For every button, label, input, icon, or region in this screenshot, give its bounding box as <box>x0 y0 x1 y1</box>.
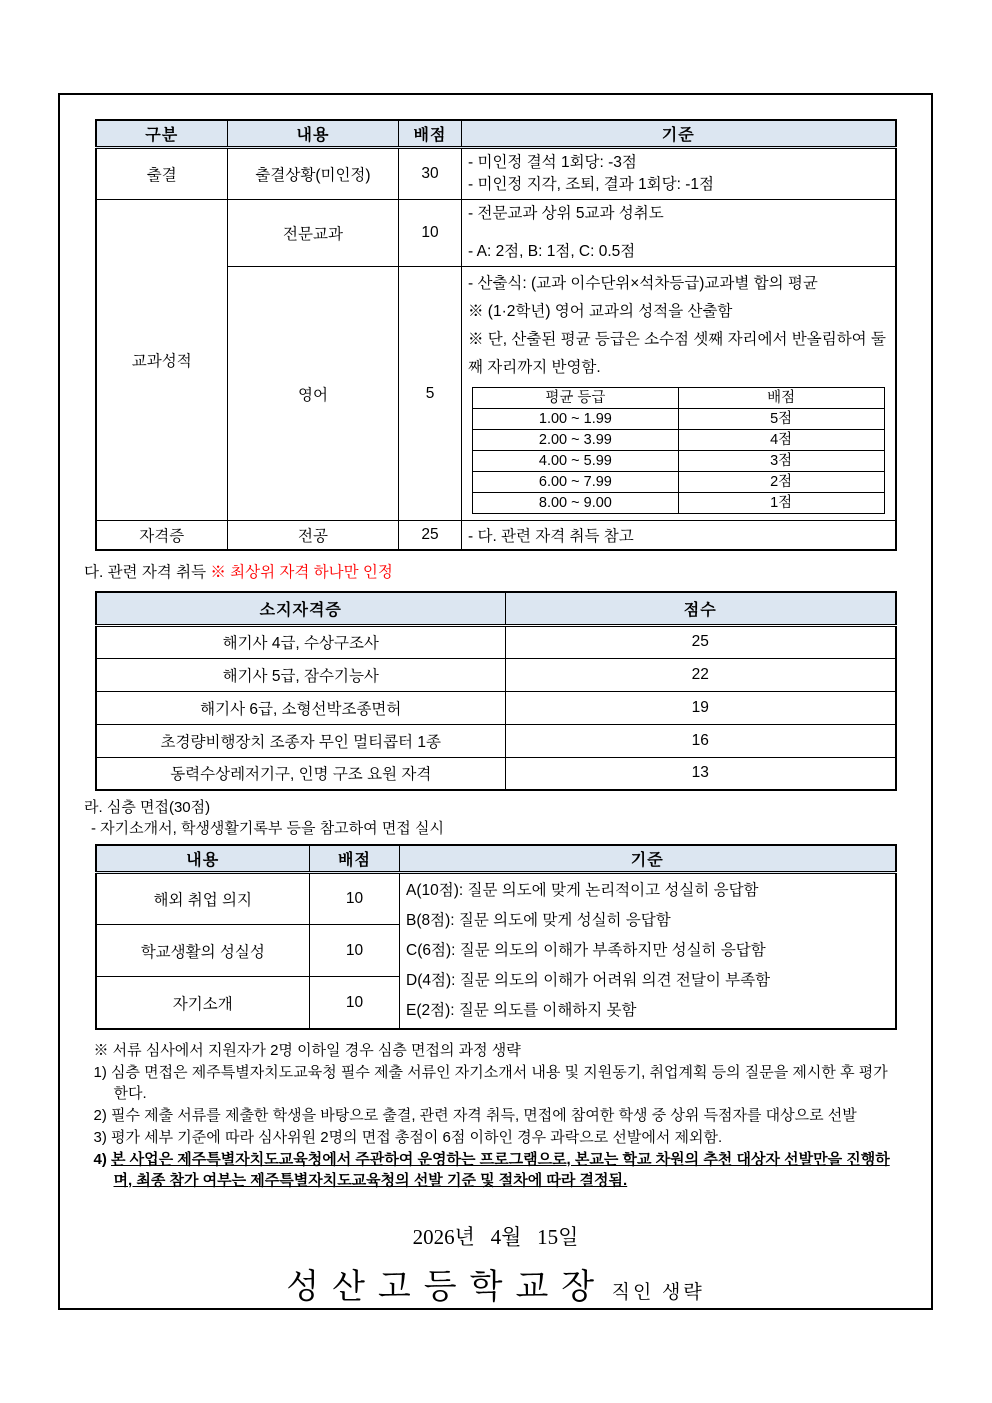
grade-table-header-grade: 평균 등급 <box>473 388 679 409</box>
grade-range: 8.00 ~ 9.00 <box>473 493 679 514</box>
table1-header-content: 내용 <box>228 120 399 148</box>
grading-criteria-line: D(4점): 질문 의도의 이해가 어려워 의견 전달이 부족함 <box>406 972 771 989</box>
certificate-content: 전공 <box>228 521 399 551</box>
table1-header-row <box>96 120 896 148</box>
certificate-score: 25 <box>506 625 896 658</box>
interview-item: 해외 취업 의지 <box>96 873 310 925</box>
note-text: 심층 면접은 제주특별자치도교육청 필수 제출 서류인 자기소개서 내용 및 지원동기, 취업계획 등의 질문을 제시한 후 평가한다. <box>111 1064 888 1102</box>
english-criteria-line: - 산출식: (교과 이수단위×석차등급)교과별 합의 평균 <box>468 275 818 292</box>
attendance-content: 출결상황(미인정) <box>228 148 399 200</box>
note-text: 평가 세부 기준에 따라 심사위원 2명의 면접 총점이 6점 이하인 경우 과락으로 선발에서 제외함. <box>111 1129 723 1146</box>
certificate-category: 자격증 <box>96 521 228 551</box>
grade-table-header-row <box>473 388 885 409</box>
grade-range: 6.00 ~ 7.99 <box>473 472 679 493</box>
grade-range: 1.00 ~ 1.99 <box>473 409 679 430</box>
grade-table-row <box>473 451 885 472</box>
table1-header-points: 배점 <box>399 120 462 148</box>
signature-line <box>60 1259 931 1308</box>
attendance-points: 30 <box>399 148 462 200</box>
table2-row <box>96 658 896 691</box>
major-criteria-line: - A: 2점, B: 1점, C: 0.5점 <box>468 243 636 260</box>
english-criteria-line: ※ 단, 산출된 평균 등급은 소수점 셋째 자리에서 반올림하여 둘째 자리까지 반영함. <box>468 331 886 376</box>
grade-points: 5점 <box>678 409 884 430</box>
table1-row-certificate <box>96 521 896 551</box>
subject-grades-category: 교과성적 <box>96 200 228 521</box>
grade-points: 4점 <box>678 430 884 451</box>
note-number: 4) <box>93 1151 107 1168</box>
grade-table-row <box>473 430 885 451</box>
grade-table-row <box>473 409 885 430</box>
table2-header-certificate: 소지자격증 <box>96 592 506 625</box>
certificate-name: 해기사 4급, 수상구조사 <box>96 625 506 658</box>
interview-points: 10 <box>310 977 400 1029</box>
note-item-3 <box>94 1127 898 1148</box>
english-content: 영어 <box>228 267 399 521</box>
certificate-name: 해기사 6급, 소형선박조종면허 <box>96 691 506 724</box>
certificate-points: 25 <box>399 521 462 551</box>
signer-title: 성산고등학교장 <box>286 1269 608 1306</box>
note-item-2 <box>94 1105 898 1126</box>
english-criteria-line: ※ (1·2학년) 영어 교과의 성적을 산출함 <box>468 303 733 320</box>
grade-table-row <box>473 472 885 493</box>
note-number: 3) <box>93 1129 107 1146</box>
table2-header-row <box>96 592 896 625</box>
notes-section <box>94 1040 898 1191</box>
certificate-score: 22 <box>506 658 896 691</box>
table2-row <box>96 724 896 757</box>
grading-criteria-line: B(8점): 질문 의도에 맞게 성실히 응답함 <box>406 912 671 929</box>
table1-row-attendance <box>96 148 896 200</box>
interview-grading-criteria <box>400 873 896 1030</box>
grading-criteria-line: A(10점): 질문 의도에 맞게 논리적이고 성실히 응답함 <box>406 882 759 899</box>
certificate-score: 13 <box>506 757 896 790</box>
interview-points: 10 <box>310 925 400 977</box>
interview-points: 10 <box>310 873 400 925</box>
grade-points-table <box>472 387 885 514</box>
certificate-name: 해기사 5급, 잠수기능사 <box>96 658 506 691</box>
section-ra-subtitle: - 자기소개서, 학생생활기록부 등을 참고하여 면접 실시 <box>91 820 444 837</box>
interview-criteria-table <box>95 844 897 1030</box>
table3-header-row <box>96 845 896 873</box>
grade-range: 2.00 ~ 3.99 <box>473 430 679 451</box>
document-page-frame <box>58 93 933 1310</box>
table2-header-score: 점수 <box>506 592 896 625</box>
major-subjects-criteria <box>462 200 896 267</box>
attendance-criteria <box>462 148 896 200</box>
table1-row-major-subjects <box>96 200 896 267</box>
grade-points: 1점 <box>678 493 884 514</box>
note-text: 필수 제출 서류를 제출한 학생을 바탕으로 출결, 관련 자격 취득, 면접에 참여한 학생 중 상위 득점자를 대상으로 선발 <box>111 1107 857 1124</box>
section-da-highlight: ※ 최상위 자격 하나만 인정 <box>210 564 393 581</box>
section-da-heading <box>84 560 931 582</box>
note-star: ※ 서류 심사에서 지원자가 2명 이하일 경우 심층 면접의 과정 생략 <box>93 1042 521 1059</box>
grade-table-header-points: 배점 <box>678 388 884 409</box>
held-certificates-table <box>95 591 897 791</box>
grading-criteria-line: E(2점): 질문 의도를 이해하지 못함 <box>406 1002 637 1019</box>
document-date: 2026년 4월 15일 <box>412 1225 579 1249</box>
grading-criteria-line: C(6점): 질문 의도의 이해가 부족하지만 성실히 응답함 <box>406 942 766 959</box>
section-da-label: 다. 관련 자격 취득 <box>84 564 211 581</box>
table3-header-points: 배점 <box>310 845 400 873</box>
table1-header-category: 구분 <box>96 120 228 148</box>
grade-points: 2점 <box>678 472 884 493</box>
note-text: 본 사업은 제주특별자치도교육청에서 주관하여 운영하는 프로그램으로, 본교는 학교 차원의 추천 대상자 선발만을 진행하며, 최종 참가 여부는 제주특별자치도교육청의 선발 기준 및 절차에 따라 결정됨. <box>111 1151 890 1189</box>
note-item-4 <box>94 1149 898 1191</box>
certificate-score: 19 <box>506 691 896 724</box>
major-subjects-points: 10 <box>399 200 462 267</box>
major-criteria-line: - 전문교과 상위 5교과 성취도 <box>468 205 664 222</box>
major-subjects-content: 전문교과 <box>228 200 399 267</box>
note-number: 2) <box>93 1107 107 1124</box>
seal-omitted-note: 직인 생략 <box>611 1282 705 1303</box>
interview-item: 학교생활의 성실성 <box>96 925 310 977</box>
attendance-category: 출결 <box>96 148 228 200</box>
grade-range: 4.00 ~ 5.99 <box>473 451 679 472</box>
english-criteria <box>462 267 896 521</box>
certificate-criteria: - 다. 관련 자격 취득 참고 <box>462 521 896 551</box>
certificate-score: 16 <box>506 724 896 757</box>
attendance-criteria-line: - 미인정 지각, 조퇴, 결과 1회당: -1점 <box>468 176 714 193</box>
table2-row <box>96 691 896 724</box>
evaluation-criteria-table <box>95 119 897 551</box>
grade-table-row <box>473 493 885 514</box>
grade-points: 3점 <box>678 451 884 472</box>
table2-row <box>96 757 896 790</box>
section-ra-title: 라. 심층 면접(30점) <box>84 799 211 816</box>
certificate-name: 초경량비행장치 조종자 무인 멀티콥터 1종 <box>96 724 506 757</box>
note-number: 1) <box>93 1064 107 1081</box>
table3-header-criteria: 기준 <box>400 845 896 873</box>
table3-header-content: 내용 <box>96 845 310 873</box>
table2-row <box>96 625 896 658</box>
note-item-1 <box>94 1062 898 1104</box>
certificate-name: 동력수상레저기구, 인명 구조 요원 자격 <box>96 757 506 790</box>
table1-header-criteria: 기준 <box>462 120 896 148</box>
table3-row <box>96 873 896 925</box>
attendance-criteria-line: - 미인정 결석 1회당: -3점 <box>468 154 637 171</box>
interview-item: 자기소개 <box>96 977 310 1029</box>
english-points: 5 <box>399 267 462 521</box>
